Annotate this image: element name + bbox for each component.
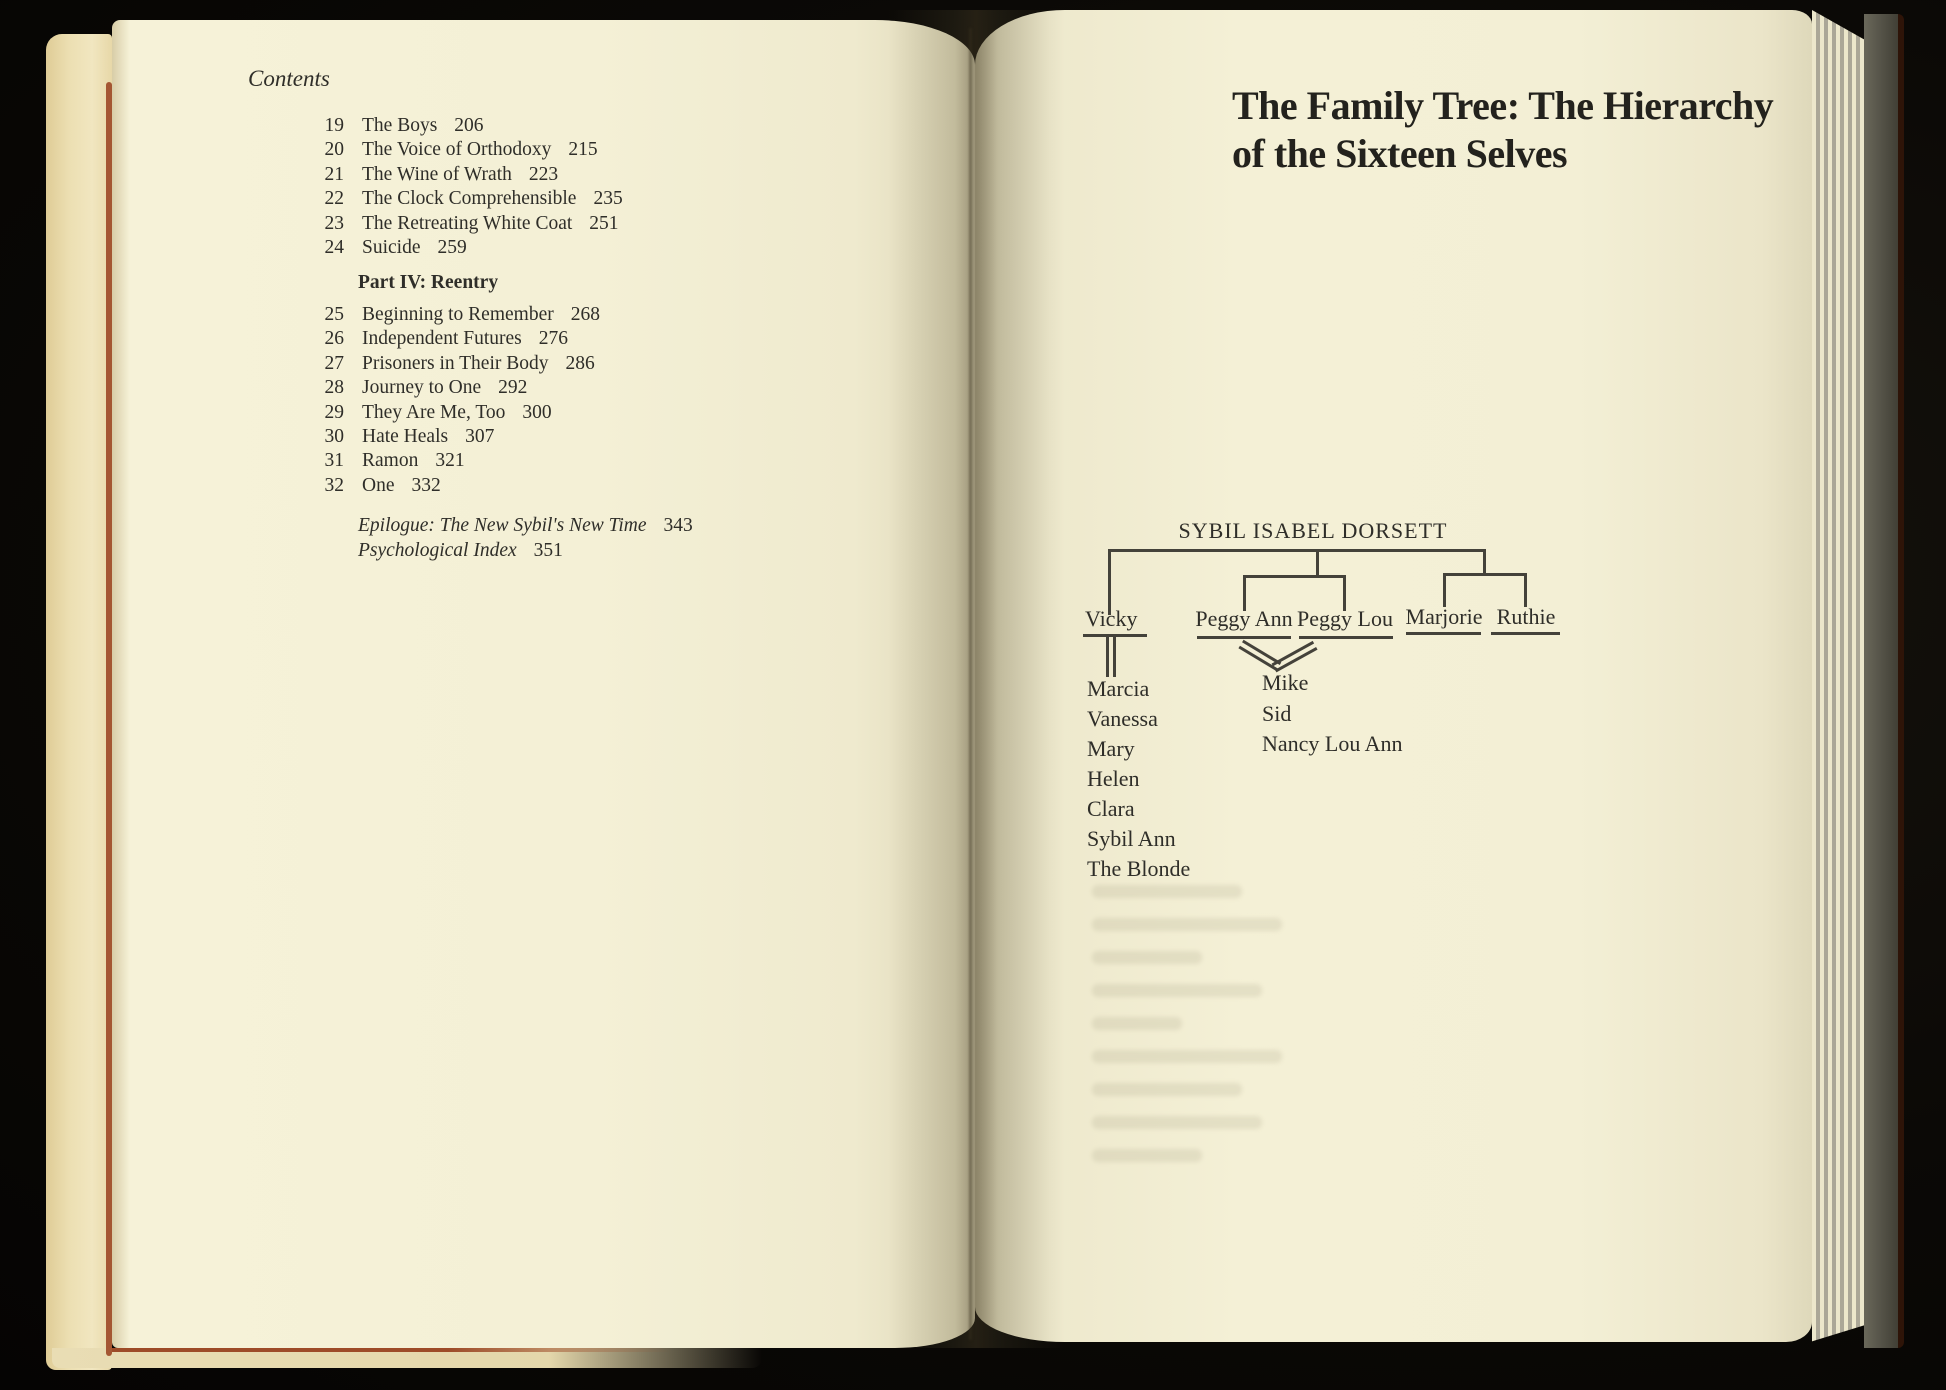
page-show-through [1092,885,1322,1182]
chapter-page: 268 [570,304,600,325]
chapter-page: 259 [437,237,467,259]
contents-list-part3 [310,114,623,260]
tree-bracket-peggy [1243,575,1346,578]
toc-entry [310,376,600,400]
chapter-title: One [362,474,395,496]
vicky-selves-list [1087,674,1190,884]
show-through-line [1092,984,1262,997]
self-name: Vanessa [1087,706,1158,731]
toc-entry [310,449,600,473]
chapter-page: 206 [454,115,484,136]
chapter-page: 276 [538,328,569,350]
chapter-number: 22 [324,188,344,210]
dust-jacket-flap [46,34,112,1370]
vicky-double-line-right [1113,637,1116,677]
show-through-line [1092,1116,1262,1129]
tree-drop-center [1316,549,1319,578]
chapter-page: 286 [565,352,595,374]
chapter-title: The Retreating White Coat [362,212,573,234]
show-through-line [1092,1083,1242,1096]
tree-drop-marjorie [1443,573,1446,607]
toc-entry [310,114,623,138]
tree-name-marjorie: Marjorie [1405,604,1483,629]
chapter-title: The Wine of Wrath [362,163,512,185]
toc-entry [358,539,693,564]
show-through-line [1092,885,1242,898]
underline-peggy-ann [1197,636,1291,639]
backmatter-title: Psychological Index [358,539,517,561]
chapter-number: 24 [324,237,344,259]
toc-entry [310,163,623,187]
toc-entry [310,303,600,327]
chapter-page: 235 [593,188,623,210]
tree-drop-ruthie [1524,573,1527,607]
chapter-page: 223 [528,163,559,185]
toc-entry [310,401,600,425]
chapter-title: The Boys [362,115,438,136]
show-through-line [1092,1017,1182,1030]
chapter-number: 20 [324,139,344,161]
chapter-title: Prisoners in Their Body [362,352,549,374]
chapter-number: 21 [324,163,344,185]
back-matter-list [358,514,693,563]
chapter-page: 292 [498,377,528,399]
chapter-number: 27 [324,352,344,374]
back-cover-edge [1864,14,1904,1348]
chapter-number: 30 [324,426,344,448]
show-through-line [1092,918,1282,931]
show-through-line [1092,951,1202,964]
chapter-title: Suicide [362,237,421,259]
tree-name-ruthie: Ruthie [1496,604,1556,629]
chapter-number: 23 [324,212,344,234]
chapter-number: 31 [324,450,344,472]
chapter-title: Journey to One [362,377,482,399]
chapter-page: 332 [411,474,441,496]
gutter-crease [969,28,972,1340]
chapter-number: 29 [324,401,344,423]
chapter-title: Beginning to Remember [362,304,554,325]
chapter-page: 321 [435,450,465,472]
page-title-line2: of the Sixteen Selves [1232,131,1568,176]
peggy-selves-list [1262,668,1403,760]
toc-entry [310,352,600,376]
vicky-double-line-left [1106,637,1109,677]
toc-entry [310,425,600,449]
chapter-number: 32 [324,474,344,496]
chapter-page: 300 [522,401,552,423]
part-four-heading: Part IV: Reentry [358,272,499,293]
chapter-number: 19 [324,115,344,136]
chapter-title: They Are Me, Too [362,401,506,423]
underline-marjorie [1406,632,1481,635]
tree-root-name: SYBIL ISABEL DORSETT [1178,518,1448,543]
chapter-title: The Voice of Orthodoxy [362,139,552,161]
self-name: Mary [1087,736,1135,761]
contents-heading: Contents [248,66,330,91]
toc-entry [310,327,600,351]
backmatter-page: 343 [663,515,693,536]
board-edge-line-bottom [112,1348,672,1352]
toc-entry [310,212,623,236]
self-name: Mike [1262,670,1309,695]
self-name: The Blonde [1087,856,1191,881]
toc-entry [310,138,623,162]
toc-entry [310,474,600,498]
chapter-number: 25 [324,304,344,325]
tree-name-vicky: Vicky [1085,606,1138,631]
tree-drop-right [1483,549,1486,576]
chapter-page: 251 [589,212,619,234]
page-title-line1: The Family Tree: The Hierarchy [1232,83,1774,128]
backmatter-title: Epilogue: The New Sybil's New Time [358,515,647,536]
chapter-page: 215 [568,139,598,161]
show-through-line [1092,1050,1282,1063]
tree-name-peggy-ann: Peggy Ann [1195,606,1293,631]
page-stack-edge [1812,10,1864,1344]
toc-entry [310,187,623,211]
chapter-title: The Clock Comprehensible [362,188,577,210]
tree-top-line [1108,549,1486,552]
chapter-title: Ramon [362,450,419,472]
backmatter-page: 351 [533,539,563,561]
chapter-page: 307 [465,426,495,448]
underline-ruthie [1491,632,1560,635]
chapter-number: 28 [324,377,344,399]
show-through-line [1092,1149,1202,1162]
toc-entry [310,236,623,260]
self-name: Sybil Ann [1087,826,1176,851]
self-name: Sid [1262,700,1292,726]
chapter-title: Independent Futures [362,328,522,350]
toc-entry [358,514,693,539]
self-name: Nancy Lou Ann [1262,731,1403,756]
contents-list-part4 [310,303,600,498]
self-name: Clara [1087,796,1135,821]
tree-name-peggy-lou: Peggy Lou [1297,606,1393,631]
tree-bracket-right [1443,573,1527,576]
chapter-title: Hate Heals [362,426,449,448]
self-name: Marcia [1087,676,1150,701]
chapter-number: 26 [324,328,344,350]
self-name: Helen [1087,766,1140,791]
underline-peggy-lou [1299,636,1393,639]
